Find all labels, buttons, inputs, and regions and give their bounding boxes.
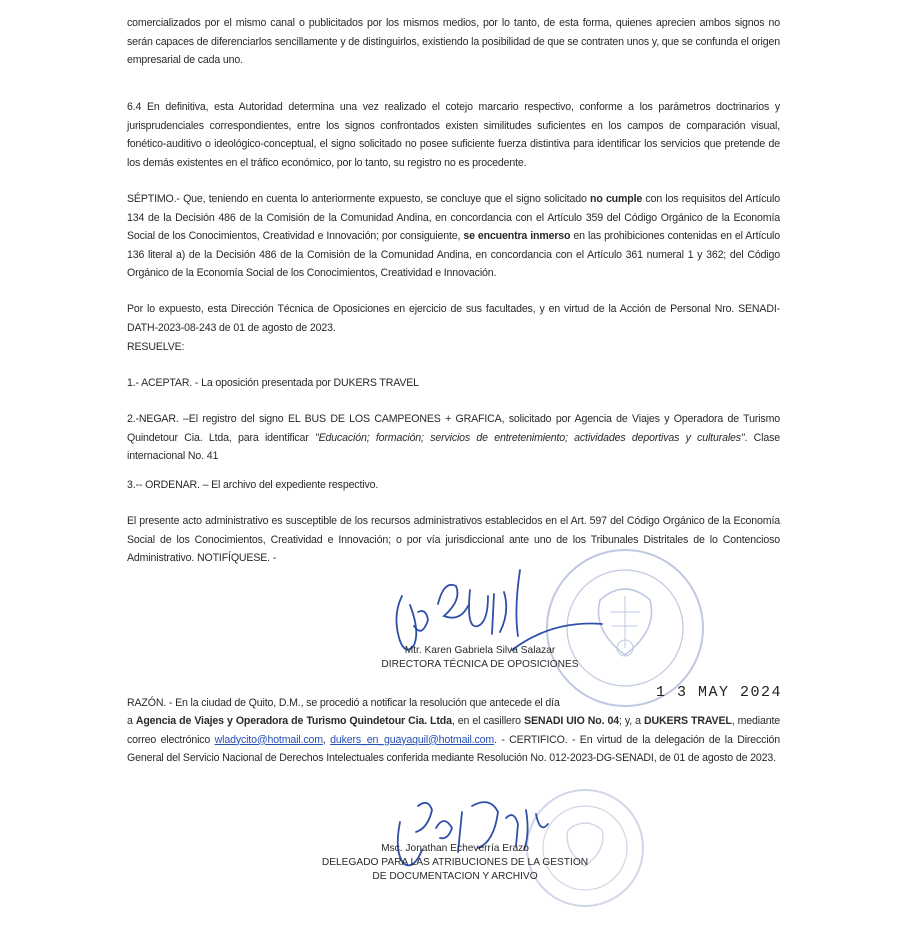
- razon-text-6: . - CERTIFICO. - En virtud de la delegación de la Dirección General del Servicio Nacional de Derechos Intelectuales conferida mediante Resolución No. 012-2023-DG-SENADI, de 01 de agosto de 2023.: [127, 733, 781, 765]
- signatory-2-title-1: DELEGADO PARA LAS ATRIBUCIONES DE LA GESTION: [321, 857, 589, 868]
- razon-text-3: , en el casillero: [451, 715, 525, 727]
- recursos-text: El presente acto administrativo es susceptible de los recursos administrativos establecidos en el Art. 597 del Código Orgánico de la Economía Social de los Conocimientos, Creatividad e Innovación; o por vía jurisdiccional ante uno de los Tribunales Distritales de lo Contencioso Administrativo.: [127, 515, 780, 565]
- ordenar-label: 3.-- ORDENAR.: [127, 479, 200, 491]
- septimo-text-3: en las prohibiciones contenidas en el Artículo 136 literal a) de la Decisión 486 de la Comisión de la Comunidad Andina, en concordancia con el Artículo 361 numeral 1 y 362; del Código Orgánico de la Economía Social de los Conocimientos, Creatividad e Innovación.: [127, 230, 781, 280]
- paragraph-septimo: [127, 190, 780, 283]
- negar-label: 2.-NEGAR.: [127, 413, 179, 425]
- razon-body: [127, 712, 780, 768]
- negar-text-2: , solicitado por: [501, 413, 575, 425]
- septimo-text-2: con los requisitos del Artículo 134 de la Decisión 486 de la Comisión de la Comunidad Andina, en concordancia con el Artículo 359 del Código Orgánico de la Economía Social de los Conocimientos, Creatividad e Innovación; por consiguiente,: [127, 193, 780, 243]
- signature-1-strokes: [396, 570, 602, 650]
- razon-party-2: DUKERS TRAVEL: [644, 715, 732, 727]
- razon-sep: ,: [322, 733, 331, 746]
- email-link-2[interactable]: dukers_en_guayaquil@hotmail.com: [330, 733, 495, 746]
- resolution-item-2: [127, 410, 780, 466]
- resuelve-heading: RESUELVE:: [127, 341, 185, 353]
- aceptar-label: 1.- ACEPTAR.: [127, 377, 193, 389]
- email-link-1[interactable]: wladycito@hotmail.com: [214, 733, 323, 746]
- signatory-1-title: DIRECTORA TÉCNICA DE OPOSICIONES: [381, 659, 579, 670]
- paragraph-recursos: [127, 512, 780, 568]
- negar-text-4: . Clase internacional No. 41: [127, 431, 781, 463]
- negar-applicant: Agencia de Viajes y Operadora de Turismo Quindetour Cia. Ltda: [127, 413, 780, 444]
- razon-party-1: Agencia de Viajes y Operadora de Turismo Quindetour Cia. Ltda: [135, 715, 452, 727]
- notification-date-stamp: 1 3 MAY 2024: [656, 684, 783, 701]
- signatory-2-name: Msc. Jonathan Echeverría Erazo: [381, 843, 529, 854]
- resolution-item-3: [127, 476, 780, 495]
- negar-text-1: –El registro del signo: [178, 413, 288, 425]
- aceptar-text: - La oposición presentada por: [192, 377, 334, 389]
- signatory-1-name: Mtr. Karen Gabriela Silva Salazar: [404, 645, 556, 656]
- ordenar-text: – El archivo del expediente respectivo.: [199, 479, 379, 491]
- razon-text-1: - En la ciudad de Quito, D.M., se procedió a notificar la resolución que antecede el día: [166, 697, 560, 709]
- aceptar-party: DUKERS TRAVEL: [333, 377, 419, 389]
- razon-text-4: ; y, a: [619, 715, 645, 727]
- septimo-text-1: SÉPTIMO.- Que, teniendo en cuenta lo anteriormente expuesto, se concluye que el signo solicitado: [127, 193, 590, 205]
- razon-casillero: SENADI UIO No. 04: [524, 715, 619, 727]
- razon-text-5: , mediante correo electrónico: [127, 715, 780, 746]
- signatory-2-title-2: DE DOCUMENTACION Y ARCHIVO: [372, 871, 538, 882]
- septimo-no-cumple: no cumple: [590, 193, 643, 205]
- signature-block-2: [300, 842, 610, 884]
- notifiquese: NOTIFÍQUESE. -: [197, 552, 277, 565]
- paragraph-por-lo-expuesto: Por lo expuesto, esta Dirección Técnica de Oposiciones en ejercicio de sus facultades, y en virtud de la Acción de Personal Nro. SENADI-DATH-2023-08-243 de 01 de agosto de 2023.: [127, 303, 780, 334]
- signature-block-1: [350, 644, 610, 672]
- razon-line-1: [127, 694, 647, 713]
- septimo-inmerso: se encuentra inmerso: [463, 230, 571, 243]
- razon-text-2: a: [127, 715, 136, 727]
- razon-label: RAZÓN.: [127, 697, 167, 709]
- resolution-item-1: [127, 374, 780, 393]
- negar-sign-name: EL BUS DE LOS CAMPEONES + GRAFICA: [287, 413, 502, 425]
- paragraph-confusion: comercializados por el mismo canal o publicitados por los mismos medios, por lo tanto, de esta forma, quienes aprecien ambos signos no serán capaces de diferenciarlos sencillamente y de distinguirlos, existiendo la posibilidad de que se contraten unos y, que se confunda el origen empresarial de cada uno.: [127, 17, 780, 67]
- negar-text-3: , para identificar: [228, 431, 316, 444]
- paragraph-6-4: 6.4 En definitiva, esta Autoridad determina una vez realizado el cotejo marcario respectivo, conforme a los parámetros doctrinarios y jurisprudenciales correspondientes, entre los signos confrontados existen similitudes suficientes en los campos de comparación visual, fonético-auditivo o ideológico-conceptual, el signo solicitado no posee suficiente fuerza distintiva para identificar los servicios que pretende de los demás existentes en el tráfico económico, por lo tanto, su registro no es procedente.: [127, 101, 780, 169]
- negar-services: "Educación; formación; servicios de entretenimiento; actividades deportivas y culturales": [315, 431, 745, 444]
